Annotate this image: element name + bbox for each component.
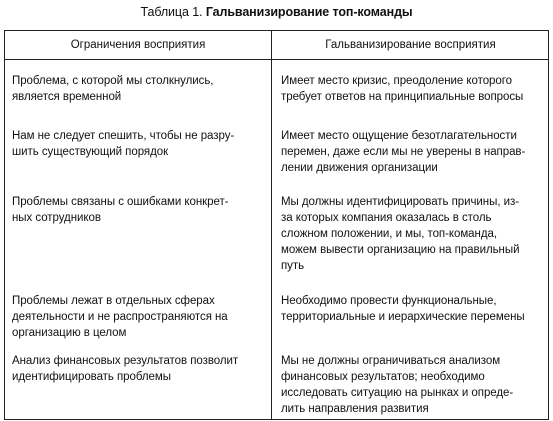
row-2-left: Нам не следует спешить, чтобы не разру- шить существующий порядок	[12, 130, 235, 158]
row-3-right: Мы должны идентифицировать причины, из- за которых компания оказалась в столь сложном положении, и мы, топ-команда, можем вывести организацию на правильный путь	[281, 196, 520, 272]
row-3-left: Проблемы связаны с ошибками конкрет- ных сотрудников	[12, 196, 229, 224]
row-4-right: Необходимо провести функциональные, территориальные и иерархические перемены	[281, 295, 525, 323]
header-left: Ограничения восприятия	[70, 39, 206, 51]
row-1-right: Имеет место кризис, преодоление которого требует ответов на принципиальные вопросы	[281, 75, 524, 103]
row-2-right: Имеет место ощущение безотлагательности перемен, даже если мы не уверены в направ- лении движения организации	[281, 130, 526, 174]
table-caption	[0, 5, 553, 20]
caption-prefix: Таблица 1.	[140, 5, 206, 19]
column-divider	[271, 31, 272, 419]
comparison-table	[4, 30, 549, 420]
header-right: Гальванизирование восприятия	[325, 39, 496, 51]
row-4-left: Проблемы лежат в отдельных сферах деятельности и не распространяются на организацию в целом	[12, 295, 228, 339]
row-1-left: Проблема, с которой мы столкнулись, является временной	[12, 75, 214, 103]
caption-title: Гальванизирование топ-команды	[205, 5, 413, 19]
row-5-left: Анализ финансовых результатов позволит идентифицировать проблемы	[12, 355, 239, 383]
header-divider	[5, 59, 548, 60]
row-5-right: Мы не должны ограничиваться анализом финансовых результатов; необходимо исследовать ситуацию на рынках и опреде- лить направления развития	[281, 355, 514, 415]
